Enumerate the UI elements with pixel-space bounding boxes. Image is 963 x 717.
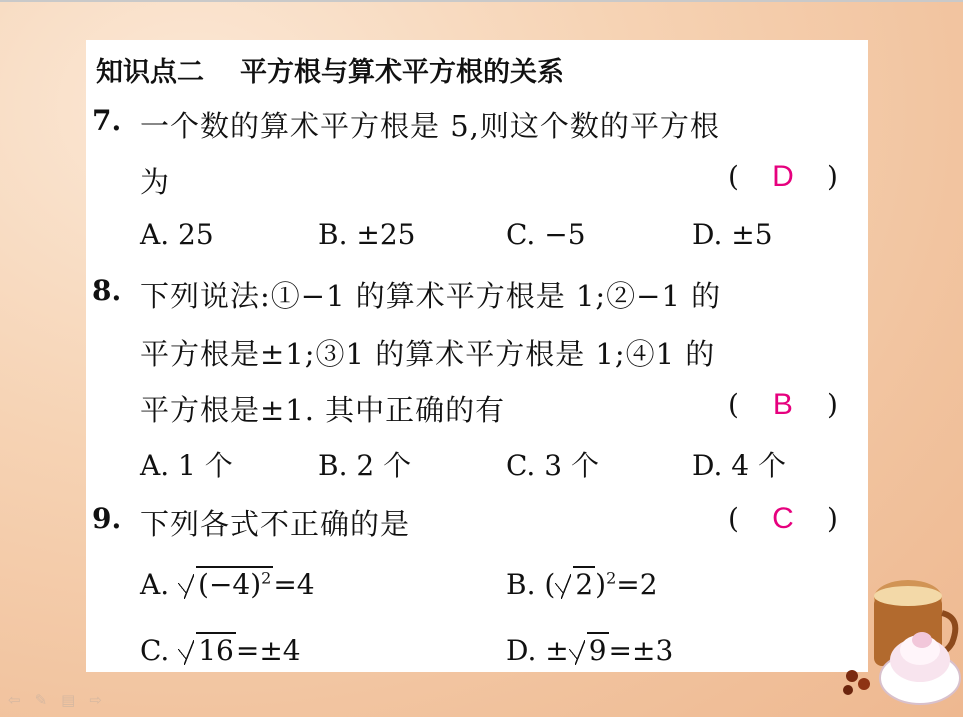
- option-a: A. $(-4)^2=4$: [140, 568, 315, 601]
- section-label: 知识点二: [96, 57, 204, 88]
- coffee-cup-decoration: [838, 568, 963, 717]
- question-9-line-1: [86, 502, 868, 550]
- option-d: D. 4 个: [692, 449, 786, 482]
- question-8-line-3: [86, 388, 868, 436]
- answer-box: ( B ): [728, 388, 838, 421]
- sqrt-sign: 9: [569, 634, 609, 667]
- sqrt-sign: 16: [178, 634, 236, 667]
- top-border: [0, 0, 963, 2]
- question-number: 9.: [92, 502, 122, 535]
- answer-box: ( C ): [728, 502, 838, 535]
- section-topic: 平方根与算术平方根的关系: [240, 57, 564, 88]
- option-b: B. ( 2)$^2$=2: [506, 568, 658, 601]
- question-text: 为: [140, 165, 171, 199]
- option-a: A. 1 个: [140, 449, 233, 482]
- option-c: C. 3 个: [506, 449, 599, 482]
- question-text: 下列各式不正确的是: [140, 507, 411, 541]
- question-text: 平方根是±1;③1 的算术平方根是 1;④1 的: [140, 337, 716, 371]
- answer-box: ( D ): [728, 160, 838, 193]
- pen-icon[interactable]: ✎: [34, 691, 48, 709]
- question-8-line-2: [86, 332, 868, 380]
- sqrt-sign: $(-4)^2$: [178, 568, 273, 601]
- question-8-options: [86, 444, 868, 492]
- option-d: D. ± 9=±3: [506, 634, 674, 667]
- question-number: 7.: [92, 104, 122, 137]
- option-a: A. 25: [140, 218, 214, 251]
- question-text: 一个数的算术平方根是 5,则这个数的平方根: [140, 109, 720, 143]
- sqrt-sign: 2: [555, 568, 595, 601]
- answer-letter: D: [772, 160, 794, 193]
- question-7-line-2: [86, 160, 868, 208]
- question-text: 下列说法:①−1 的算术平方根是 1;②−1 的: [140, 279, 722, 313]
- answer-letter: C: [772, 502, 794, 535]
- option-c: C. −5: [506, 218, 586, 251]
- option-c: C. 16=±4: [140, 634, 301, 667]
- question-card: [86, 40, 868, 672]
- forward-arrow-icon[interactable]: ⇨: [89, 691, 102, 709]
- answer-letter: B: [772, 388, 793, 421]
- menu-icon[interactable]: ▤: [61, 691, 76, 709]
- question-text: 平方根是±1. 其中正确的有: [140, 393, 506, 427]
- question-7-line-1: [86, 104, 868, 152]
- question-9-options-row-1: [86, 568, 868, 616]
- question-9-options-row-2: [86, 634, 868, 682]
- section-title: [96, 50, 564, 98]
- option-d: D. ±5: [692, 218, 773, 251]
- option-b: B. ±25: [318, 218, 416, 251]
- question-number: 8.: [92, 274, 122, 307]
- back-arrow-icon[interactable]: ⇦: [8, 691, 21, 709]
- question-7-options: [86, 218, 868, 266]
- question-8-line-1: [86, 274, 868, 322]
- option-b: B. 2 个: [318, 449, 412, 482]
- slide-toolbar: [8, 691, 102, 709]
